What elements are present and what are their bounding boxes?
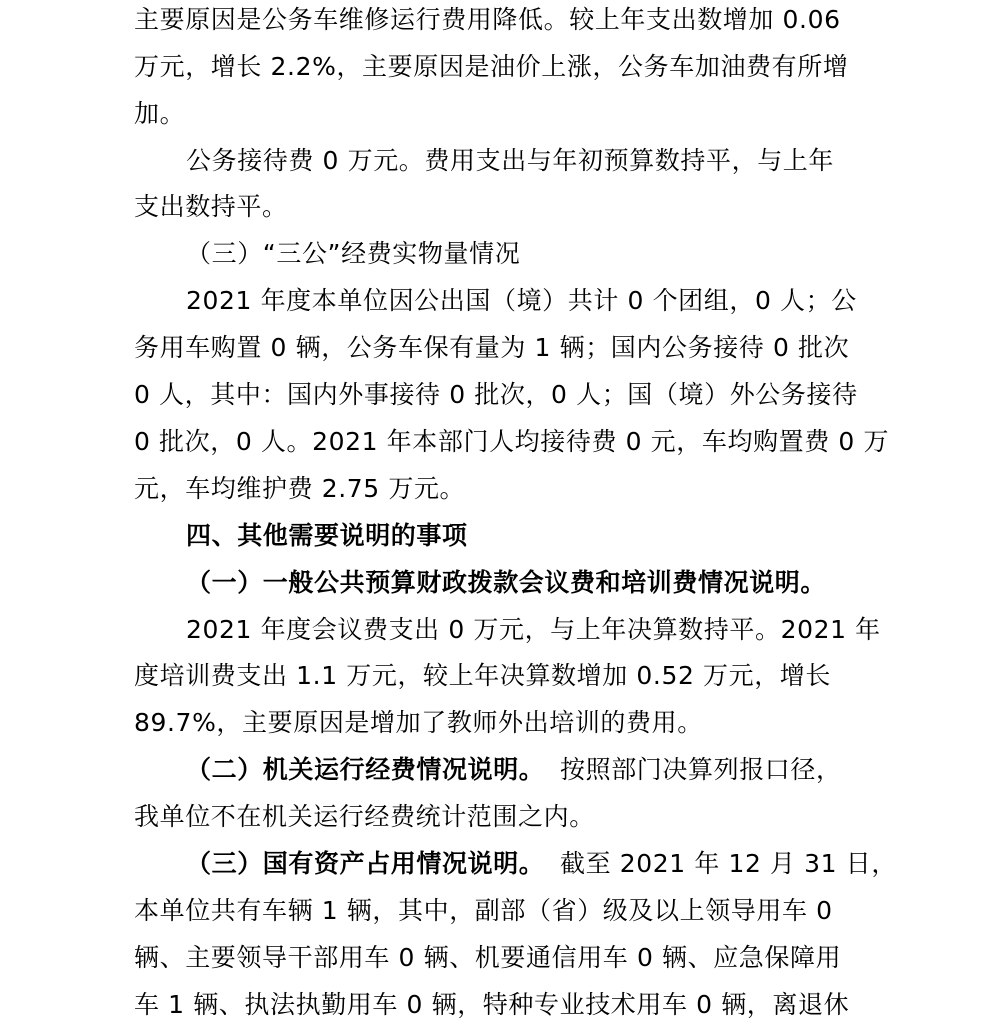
- body-text-line: 本单位共有车辆 1 辆，其中，副部（省）级及以上领导用车 0: [134, 896, 833, 925]
- body-text-line: 0 人，其中：国内外事接待 0 批次，0 人；国（境）外公务接待: [134, 380, 858, 409]
- body-text-line: 度培训费支出 1.1 万元，较上年决算数增加 0.52 万元，增长: [134, 661, 832, 690]
- body-text-line: 务用车购置 0 辆，公务车保有量为 1 辆；国内公务接待 0 批次: [134, 333, 850, 362]
- body-text-line: 公务接待费 0 万元。费用支出与年初预算数持平，与上年: [186, 146, 835, 175]
- body-text-line: 89.7%，主要原因是增加了教师外出培训的费用。: [134, 708, 703, 737]
- body-text-line: 2021 年度会议费支出 0 万元，与上年决算数持平。2021 年: [186, 615, 881, 644]
- section-heading: 四、其他需要说明的事项: [186, 521, 468, 550]
- body-text-line: 支出数持平。: [134, 192, 288, 221]
- body-text-line: 我单位不在机关运行经费统计范围之内。: [134, 802, 595, 831]
- body-text-line: 0 批次，0 人。2021 年本部门人均接待费 0 元，车均购置费 0 万: [134, 427, 890, 456]
- body-text-line: 主要原因是公务车维修运行费用降低。较上年支出数增加 0.06: [134, 5, 841, 34]
- subsection-heading: （一）一般公共预算财政拨款会议费和培训费情况说明。: [186, 568, 827, 597]
- body-text-line: 万元，增长 2.2%，主要原因是油价上涨，公务车加油费有所增: [134, 52, 849, 81]
- subsection-heading: （三）国有资产占用情况说明。: [186, 849, 545, 878]
- body-text-line: 截至 2021 年 12 月 31 日，: [560, 849, 897, 878]
- body-text-line: 辆、主要领导干部用车 0 辆、机要通信用车 0 辆、应急保障用: [134, 943, 842, 972]
- body-text-line: 按照部门决算列报口径，: [560, 755, 842, 784]
- subsection-heading: （二）机关运行经费情况说明。: [186, 755, 545, 784]
- subsection-heading: （三）“三公”经费实物量情况: [186, 239, 521, 268]
- body-text-line: 车 1 辆、执法执勤用车 0 辆，特种专业技术用车 0 辆，离退休: [134, 990, 850, 1019]
- body-text-line: 2021 年度本单位因公出国（境）共计 0 个团组，0 人；公: [186, 286, 857, 315]
- body-text-line: 元，车均维护费 2.75 万元。: [134, 474, 466, 503]
- body-text-line: 加。: [134, 99, 186, 128]
